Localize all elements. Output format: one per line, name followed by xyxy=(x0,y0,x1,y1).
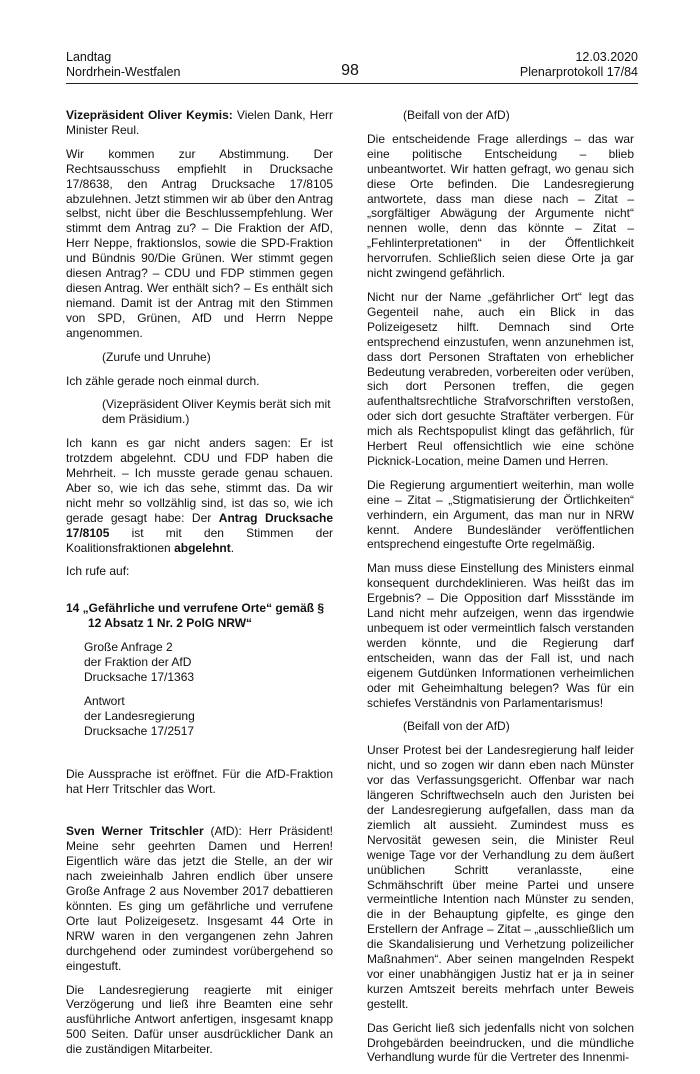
paragraph: Das Gericht ließ sich jedenfalls nicht von solchen Drohgebärden beeindrucken, und die mündliche Verhandlung wurde für die Vertreter des Innenmi- xyxy=(367,1020,634,1065)
paragraph: Ich rufe auf: xyxy=(66,564,130,579)
page-number: 98 xyxy=(341,62,359,79)
paragraph: Unser Protest bei der Landesregierung half leider nicht, und so zogen wir dann eben nach Münster vor das Verfassungsgericht. Offenbar war nach längeren Schriftwechseln auch den Juristen bei der Landesregierung aufgefallen, dass man da ziemlich alt aussieht. Zumindest muss es Nervosität gewesen sein, die Minister Reul wenige Tage vor der Verhandlung zu dem äußert unüblichen Schritt veranlasste, eine Schmähschrift über meine Partei und unsere vermeintliche Intention nach Münster zu senden, die in der Behauptung gipfelte, es ginge den Erstellern der Anfrage – Zitat – „ausschließlich um die Skandalisierung und Verhetzung polizeilicher Maßnahmen“. Aber seinen mangelnden Respekt vor einer unabhängigen Justiz hat er ja in seiner kurzen Amtszeit bereits mehrfach unter Beweis gestellt. xyxy=(367,743,634,1011)
interjection: (Beifall von der AfD) xyxy=(403,108,510,122)
parliament-name: Landtag xyxy=(66,50,112,64)
paragraph: Ich zähle gerade noch einmal durch. xyxy=(66,373,260,388)
paragraph: Ich kann es gar nicht anders sagen: Er ist trotzdem abgelehnt. CDU und FDP haben die Mehrheit. – Ich musste gerade genau schauen. Aber so, wie ich das sehe, stimmt das. Da wir nicht mehr so vollzählig sind, ist das so, wie ich gerade gesagt habe: Der Antrag Drucksache 17/8105 ist mit den Stimmen der Koalitionsfraktionen abgelehnt. xyxy=(66,436,333,555)
protocol-number: Plenarprotokoll 17/84 xyxy=(519,65,638,79)
agenda-item-title: 14 „Gefährliche und verrufene Orte“ gemäß § 12 Absatz 1 Nr. 2 PolG NRW“ xyxy=(66,601,325,631)
paragraph: Sven Werner Tritschler (AfD): Herr Präsident! Meine sehr geehrten Damen und Herren! Eigentlich wäre das jetzt die Stelle, an der wir nach zweieinhalb Jahren endlich über unsere Große Anfrage 2 aus November 2017 debattieren könnten. Es ging um gefährliche und verrufene Orte laut Polizeigesetz. Insgesamt 44 Orte in NRW waren in den vergangenen zehn Jahren durchgehend oder zumindest vorübergehend so eingestuft. xyxy=(66,824,333,973)
document-reference: Große Anfrage 2 der Fraktion der AfD Drucksache 17/1363 xyxy=(84,640,195,684)
interjection: (Beifall von der AfD) xyxy=(403,719,510,734)
right-column xyxy=(367,108,634,1074)
header-right xyxy=(520,50,638,80)
paragraph: Nicht nur der Name „gefährlicher Ort“ legt das Gegenteil nahe, auch ein Blick in das Polizeigesetz hilft. Demnach sind Orte entsprechend einzustufen, wenn anzunehmen ist, dass dort Personen Straftaten von erheblicher Bedeutung verabreden, vorbereiten oder verüben, sich dort Personen treffen, die gegen aufenthaltsrechtliche Strafvorschriften verstoßen, oder sich dort gesuchte Straftäter verbergen. Für mich als Rechtspopulist klingt das gefährlich, für Herbert Reul offensichtlich wie eine schöne Picknick-Location, meine Damen und Herren. xyxy=(367,289,634,468)
interjection: (Zurufe und Unruhe) xyxy=(102,349,211,364)
speaker-name: Vizepräsident Oliver Keymis: xyxy=(66,108,233,122)
paragraph: Die Aussprache ist eröffnet. Für die AfD-Fraktion hat Herr Tritschler das Wort. xyxy=(66,766,333,796)
state-name: Nordrhein-Westfalen xyxy=(66,65,181,79)
stage-direction: (Vizepräsident Oliver Keymis berät sich mit dem Präsidium.) xyxy=(102,397,331,427)
paragraph: Die Landesregierung reagierte mit einiger Verzögerung und ließ ihre Beamten eine sehr ausführliche Antwort anfertigen, insgesamt knapp 500 Seiten. Dafür unser ausdrücklicher Dank an die zuständigen Mitarbeiter. xyxy=(66,982,333,1057)
paragraph: Die entscheidende Frage allerdings – das war eine politische Entscheidung – blieb unbeantwortet. Wir hatten gefragt, wo genau sich diese Orte befinden. Die Landesregierung antwortete, dass man diese nach – Zitat – „sorgfältiger Abwägung der Argumente nicht“ nennen wolle, denn das könnte – Zitat – „Fehlinterpretationen“ in der Öffentlichkeit hervorrufen. Schließlich seien diese Orte ja gar nicht zwingend gefährlich. xyxy=(367,131,634,281)
left-column xyxy=(66,108,333,1066)
paragraph: Vizepräsident Oliver Keymis: Vielen Dank, Herr Minister Reul. xyxy=(66,108,333,137)
header-divider xyxy=(66,83,638,84)
document-reference: Antwort der Landesregierung Drucksache 17/2517 xyxy=(84,693,195,738)
paragraph: Man muss diese Einstellung des Ministers einmal konsequent durchdeklinieren. Was heißt das im Ergebnis? – Die Opposition darf Missstände im Land nicht mehr aufzeigen, wenn das irgendwie unbequem ist oder vermeintlich falsch verstanden werden könnte, und die Regierung darf entscheiden, wann das der Fall ist, und nach eigenem Gutdünken Informationen verheimlichen oder mit Geheimhaltung belegen? Was für ein schiefes Verständnis von Parlamentarismus! xyxy=(367,561,634,710)
paragraph: Die Regierung argumentiert weiterhin, man wolle eine – Zitat – „Stigmatisierung der Örtlichkeiten“ verhindern, ein Argument, das man nur in NRW kennt. Andere Bundesländer veröffentlichen entsprechend eingestufte Orte regelmäßig. xyxy=(367,477,634,552)
speaker-name: Sven Werner Tritschler xyxy=(66,824,204,839)
session-date: 12.03.2020 xyxy=(575,50,638,64)
paragraph: Wir kommen zur Abstimmung. Der Rechtsausschuss empfiehlt in Drucksache 17/8638, den Antrag Drucksache 17/8105 abzulehnen. Jetzt stimmen wir ab über den Antrag selbst, nicht über die Beschlussempfehlung. Wer stimmt dem Antrag zu? – Die Fraktion der AfD, Herr Neppe, fraktionslos, sowie die SPD-Fraktion und Bündnis 90/Die Grünen. Wer stimmt gegen diesen Antrag? – CDU und FDP stimmen gegen diesen Antrag. Wer enthält sich? – Es enthält sich niemand. Damit ist der Antrag mit den Stimmen von SPD, Grünen, AfD und Herrn Neppe angenommen. xyxy=(66,146,333,340)
